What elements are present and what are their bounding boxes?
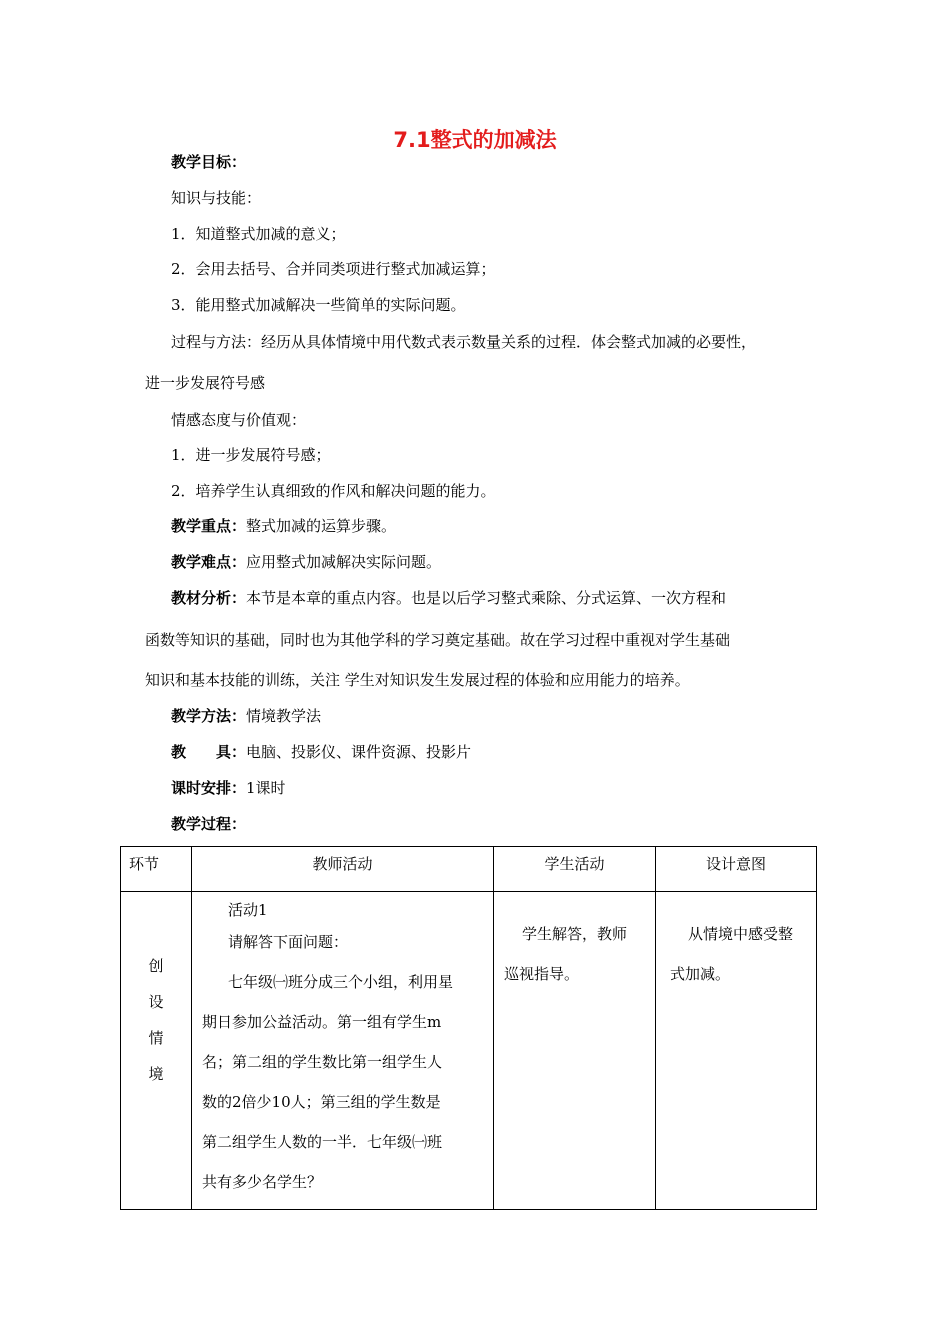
objectives-heading: 教学目标：: [171, 153, 247, 171]
schedule-label: 课时安排：: [171, 779, 247, 797]
tools-text: 电脑、投影仪、课件资源、投影片: [246, 743, 472, 761]
page-title: 7.1整式的加减法: [393, 128, 557, 152]
design-line: 式加减。: [670, 965, 731, 983]
header-teacher-activity: 教师活动: [192, 847, 494, 892]
difficulty-row: [171, 552, 441, 572]
method-text: 情境教学法: [246, 707, 322, 725]
key-point-label: 教学重点：: [171, 517, 247, 535]
difficulty-text: 应用整式加减解决实际问题。: [246, 553, 442, 571]
stage-char: 情: [148, 1029, 164, 1047]
difficulty-label: 教学难点：: [171, 553, 247, 571]
teacher-line: 活动1: [228, 901, 268, 919]
knowledge-item-1: 1．知道整式加减的意义；: [171, 225, 346, 243]
stage-char: 设: [148, 993, 164, 1011]
analysis-line-3: 知识和基本技能的训练，关注 学生对知识发生发展过程的体验和应用能力的培养。: [145, 671, 690, 689]
attitude-item-1: 1．进一步发展符号感；: [171, 446, 331, 464]
schedule-row: [171, 778, 286, 798]
key-point-text: 整式加减的运算步骤。: [246, 517, 397, 535]
teacher-line: 七年级㈠班分成三个小组，利用星: [228, 973, 454, 991]
stage-cell: [121, 892, 192, 1210]
design-line: 从情境中感受整: [688, 925, 794, 943]
student-activity-cell: [494, 892, 656, 1210]
stage-char: 境: [148, 1065, 164, 1083]
table-header-row: [121, 847, 817, 892]
attitude-heading: 情感态度与价值观：: [171, 411, 307, 429]
teacher-line: 期日参加公益活动。第一组有学生m: [202, 1013, 442, 1031]
process-method-line-2: 进一步发展符号感: [145, 374, 266, 392]
analysis-label: 教材分析：: [171, 589, 247, 607]
header-stage: 环节: [121, 847, 192, 892]
teacher-line: 第二组学生人数的一半．七年级㈠班: [202, 1133, 443, 1151]
method-row: [171, 706, 321, 726]
process-method-line-1: 过程与方法：经历从具体情境中用代数式表示数量关系的过程．体会整式加减的必要性，: [171, 333, 757, 351]
teacher-line: 名；第二组的学生数比第一组学生人: [202, 1053, 443, 1071]
analysis-line-2: 函数等知识的基础，同时也为其他学科的学习奠定基础。故在学习过程中重视对学生基础: [145, 631, 731, 649]
table-row: [121, 892, 817, 1210]
method-label: 教学方法：: [171, 707, 247, 725]
student-line: 巡视指导。: [504, 965, 580, 983]
teacher-line: 数的2倍少10人；第三组的学生数是: [202, 1093, 441, 1111]
process-heading: 教学过程：: [171, 815, 247, 833]
tools-label: 教 具：: [171, 743, 247, 761]
student-line: 学生解答，教师: [522, 925, 628, 943]
teacher-line: 请解答下面问题：: [228, 933, 349, 951]
tools-row: [171, 742, 471, 762]
header-student-activity: 学生活动: [494, 847, 656, 892]
teacher-line: 共有多少名学生？: [202, 1173, 323, 1191]
teacher-activity-cell: [192, 892, 494, 1210]
attitude-item-2: 2．培养学生认真细致的作风和解决问题的能力。: [171, 482, 496, 500]
schedule-text: 1课时: [246, 779, 286, 797]
knowledge-heading: 知识与技能：: [171, 189, 262, 207]
analysis-line-1: 本节是本章的重点内容。也是以后学习整式乘除、分式运算、一次方程和: [246, 589, 727, 607]
header-design-intent: 设计意图: [656, 847, 817, 892]
knowledge-item-2: 2．会用去括号、合并同类项进行整式加减运算；: [171, 260, 496, 278]
key-point-row: [171, 516, 396, 536]
knowledge-item-3: 3．能用整式加减解决一些简单的实际问题。: [171, 296, 466, 314]
analysis-row-1: [171, 588, 726, 608]
teaching-process-table: [120, 846, 817, 1210]
design-intent-cell: [656, 892, 817, 1210]
stage-char: 创: [148, 957, 164, 975]
